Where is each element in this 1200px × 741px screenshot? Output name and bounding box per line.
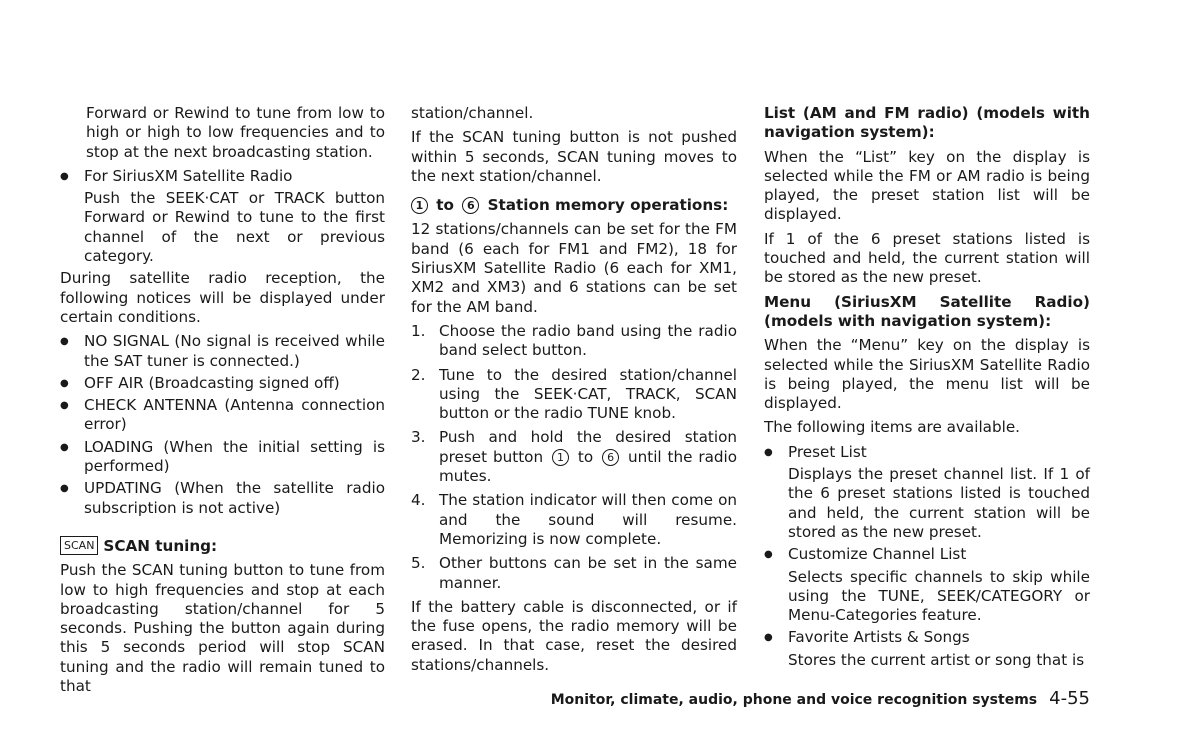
paragraph: Forward or Rewind to tune from low to high or high to low frequencies and to stop at the next broadcasting station. (86, 104, 385, 161)
bullet-title: ● For SiriusXM Satellite Radio (84, 166, 293, 185)
step-item (411, 366, 737, 424)
step-item (411, 491, 737, 549)
step-text: Choose the radio band using the radio band select button. (439, 321, 737, 360)
menu-item (764, 443, 1090, 542)
footer-section-title: Monitor, climate, audio, phone and voice recognition systems (550, 692, 1038, 708)
bullet-body: Push the SEEK·CAT or TRACK button Forward or Rewind to tune to the first channel of the next or previous category. (84, 189, 385, 266)
section-heading-scan (60, 536, 385, 556)
paragraph: Push the SCAN tuning button to tune from low to high frequencies and stop at each broadcasting station/channel for 5 seconds. Pushing the button again during this 5 seconds period will stop SCAN tuning and the radio will remain tuned to that (60, 561, 385, 696)
menu-item (764, 628, 1090, 670)
menu-item-body: Displays the preset channel list. If 1 of the 6 preset stations listed is touched and held, the current station will be stored as the new preset. (788, 465, 1090, 541)
notice-item: ● LOADING (When the initial setting is performed) (60, 438, 385, 477)
circled-number-icon: 6 (602, 449, 619, 466)
section-heading-memory (411, 196, 737, 215)
circled-number-icon: 6 (462, 197, 479, 214)
step-text: to (577, 447, 594, 466)
menu-item-title: ● Customize Channel List (788, 545, 967, 564)
page-number: 4-55 (1049, 688, 1090, 709)
page-footer (551, 689, 1090, 710)
paragraph: During satellite radio reception, the following notices will be displayed under certain conditions. (60, 269, 385, 326)
notice-item: ● CHECK ANTENNA (Antenna connection error) (60, 396, 385, 435)
paragraph: The following items are available. (764, 418, 1020, 437)
paragraph: When the “List” key on the display is selected while the FM or AM radio is being played, the preset station list will be displayed. (764, 147, 1090, 224)
section-heading-menu: Menu (SiriusXM Satellite Radio) (models with navigation system): (764, 292, 1090, 330)
notice-item: ● OFF AIR (Broadcasting signed off) (60, 374, 385, 393)
step-text: The station indicator will then come on and the sound will resume. Memorizing is now complete. (439, 491, 737, 548)
paragraph: If 1 of the 6 preset stations listed is touched and held, the current station will be stored as the new preset. (764, 229, 1090, 287)
circled-number-icon: 1 (552, 449, 569, 466)
step-text: Tune to the desired station/channel using the SEEK·CAT, TRACK, SCAN button or the radio TUNE knob. (439, 365, 737, 423)
step-number: 4. (411, 491, 426, 510)
circled-number-icon: 1 (411, 197, 428, 214)
paragraph: If the SCAN tuning button is not pushed within 5 seconds, SCAN tuning moves to the next station/channel. (411, 128, 737, 185)
step-number: 5. (411, 554, 426, 573)
paragraph: station/channel. (411, 104, 534, 122)
bullet-item (60, 167, 385, 266)
menu-item-body: Stores the current artist or song that is (788, 650, 1085, 669)
step-number: 2. (411, 365, 426, 384)
column-right (764, 104, 1090, 673)
scan-button-icon: SCAN (60, 536, 98, 555)
paragraph: 12 stations/channels can be set for the FM band (6 each for FM1 and FM2), 18 for SiriusXM Satellite Radio (6 each for XM1, XM2 and XM3) and 6 stations can be set for the AM band. (411, 220, 737, 316)
section-heading-list: List (AM and FM radio) (models with navigation system): (764, 104, 1090, 142)
step-number: 1. (411, 321, 426, 340)
heading-to: to (436, 196, 454, 215)
column-left (60, 104, 385, 701)
step-item (411, 554, 737, 593)
menu-item-title: ● Favorite Artists & Songs (788, 628, 970, 647)
step-item (411, 428, 737, 486)
heading-text: SCAN tuning: (103, 536, 218, 555)
menu-item-body: Selects specific channels to skip while using the TUNE, SEEK/CATEGORY or Menu-Categories feature. (788, 567, 1090, 625)
notice-item: ● UPDATING (When the satellite radio subscription is not active) (60, 479, 385, 518)
step-text: until the radio mutes. (439, 447, 738, 486)
step-number: 3. (411, 428, 426, 447)
menu-item-title: ● Preset List (788, 442, 867, 461)
paragraph: If the battery cable is disconnected, or if the fuse opens, the radio memory will be erased. In that case, reset the desired stations/channels. (411, 597, 737, 674)
step-item (411, 322, 737, 361)
menu-item (764, 545, 1090, 625)
heading-text: Station memory operations: (487, 196, 729, 215)
paragraph: When the “Menu” key on the display is selected while the SiriusXM Satellite Radio is being played, the menu list will be displayed. (764, 336, 1090, 413)
notice-item: ● NO SIGNAL (No signal is received while the SAT tuner is connected.) (60, 332, 385, 371)
step-text: Other buttons can be set in the same manner. (439, 554, 737, 592)
column-middle (411, 104, 737, 680)
step-text: Push and hold the desired station preset button (439, 428, 737, 466)
